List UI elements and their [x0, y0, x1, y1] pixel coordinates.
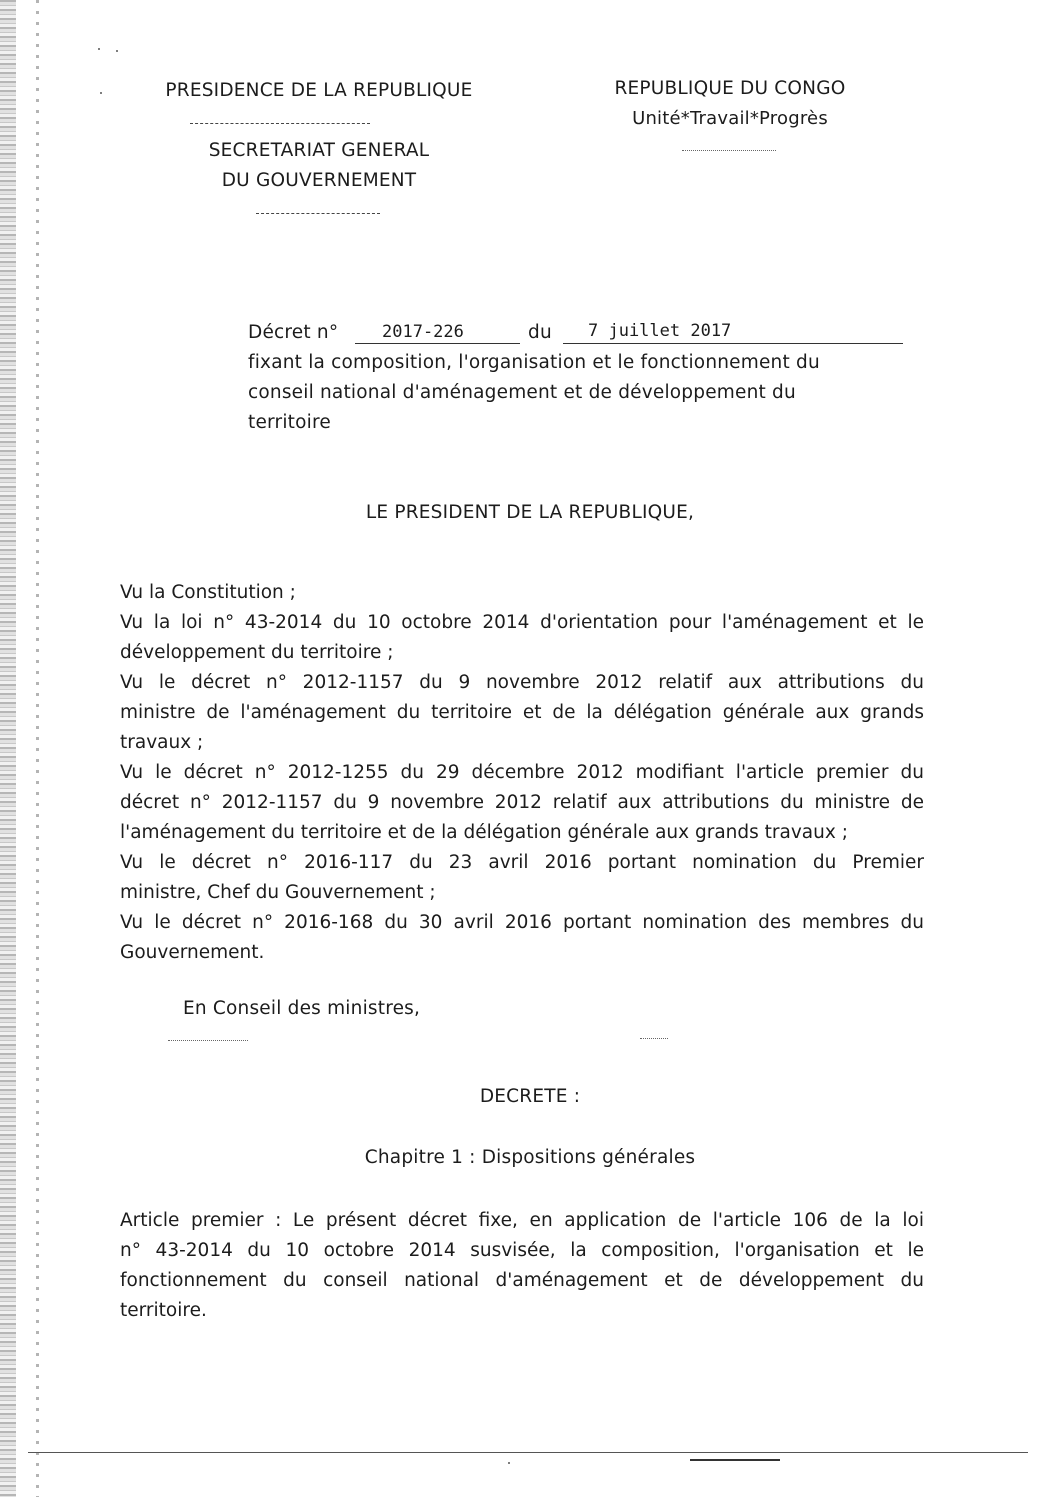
decree-subject-line: territoire	[248, 412, 331, 433]
article-premier	[120, 1206, 924, 1326]
visa-line: Vu la Constitution ;	[120, 582, 296, 603]
president-heading: LE PRESIDENT DE LA REPUBLIQUE,	[365, 502, 695, 523]
header-presidence: PRESIDENCE DE LA REPUBLIQUE	[165, 80, 473, 101]
header-gouvernement: DU GOUVERNEMENT	[221, 170, 417, 191]
visa-line: Vu le décret n° 2016-168 du 30 avril 2016 portant nomination des membres du	[120, 912, 924, 933]
article-line: territoire.	[120, 1300, 207, 1321]
header-secretariat: SECRETARIAT GENERAL	[208, 140, 430, 161]
footer-rule	[28, 1452, 1028, 1453]
conseil-des-ministres: En Conseil des ministres,	[183, 998, 421, 1019]
chapter-heading: Chapitre 1 : Dispositions générales	[364, 1147, 696, 1168]
decree-du: du	[528, 322, 552, 343]
decree-number-line	[355, 343, 520, 344]
article-line: fonctionnement du conseil national d'aménagement et de développement du	[120, 1270, 924, 1291]
visa-line: Vu le décret n° 2012-1255 du 29 décembre 2012 modifiant l'article premier du	[120, 762, 924, 783]
header-separator	[682, 150, 776, 151]
decree-date-line	[563, 343, 903, 344]
decree-prefix: Décret n°	[248, 322, 339, 343]
visa-line: décret n° 2012-1157 du 9 novembre 2012 relatif aux attributions du ministre de	[120, 792, 924, 813]
visas-block	[120, 578, 924, 968]
scan-edge-artifact	[0, 0, 16, 1497]
article-line: n° 43-2014 du 10 octobre 2014 susvisée, la composition, l'organisation et le	[120, 1240, 924, 1261]
visa-line: Vu le décret n° 2012-1157 du 9 novembre 2012 relatif aux attributions du	[120, 672, 924, 693]
footer-rule	[690, 1459, 780, 1461]
decree-subject-line: fixant la composition, l'organisation et le fonctionnement du	[248, 352, 820, 373]
decree-number: 2017-226	[382, 322, 464, 342]
visa-line: Vu la loi n° 43-2014 du 10 octobre 2014 d'orientation pour l'aménagement et le	[120, 612, 924, 633]
article-line: Article premier : Le présent décret fixe, en application de l'article 106 de la loi	[120, 1210, 924, 1231]
visa-line: Vu le décret n° 2016-117 du 23 avril 2016 portant nomination du Premier	[120, 852, 924, 873]
header-devise: Unité*Travail*Progrès	[632, 108, 828, 129]
decree-date: 7 juillet 2017	[588, 321, 732, 341]
visa-line: l'aménagement du territoire et de la délégation générale aux grands travaux ;	[120, 822, 848, 843]
visa-line: ministre de l'aménagement du territoire et de la délégation générale aux grands	[120, 702, 924, 723]
decree-subject-line: conseil national d'aménagement et de développement du	[248, 382, 796, 403]
scan-edge-artifact	[36, 0, 39, 1497]
scan-speck	[100, 92, 102, 94]
visa-line: Gouvernement.	[120, 942, 265, 963]
header-separator	[190, 123, 370, 124]
visa-line: travaux ;	[120, 732, 204, 753]
visa-line: développement du territoire ;	[120, 642, 394, 663]
decrete-heading: DECRETE :	[479, 1086, 581, 1107]
scan-speck	[508, 1462, 510, 1464]
scan-speck	[98, 48, 100, 50]
header-separator	[256, 213, 380, 214]
visa-line: ministre, Chef du Gouvernement ;	[120, 882, 436, 903]
header-republique: REPUBLIQUE DU CONGO	[614, 78, 846, 99]
scan-mark	[640, 1038, 668, 1039]
scan-speck	[116, 50, 118, 52]
scan-mark	[168, 1040, 248, 1041]
